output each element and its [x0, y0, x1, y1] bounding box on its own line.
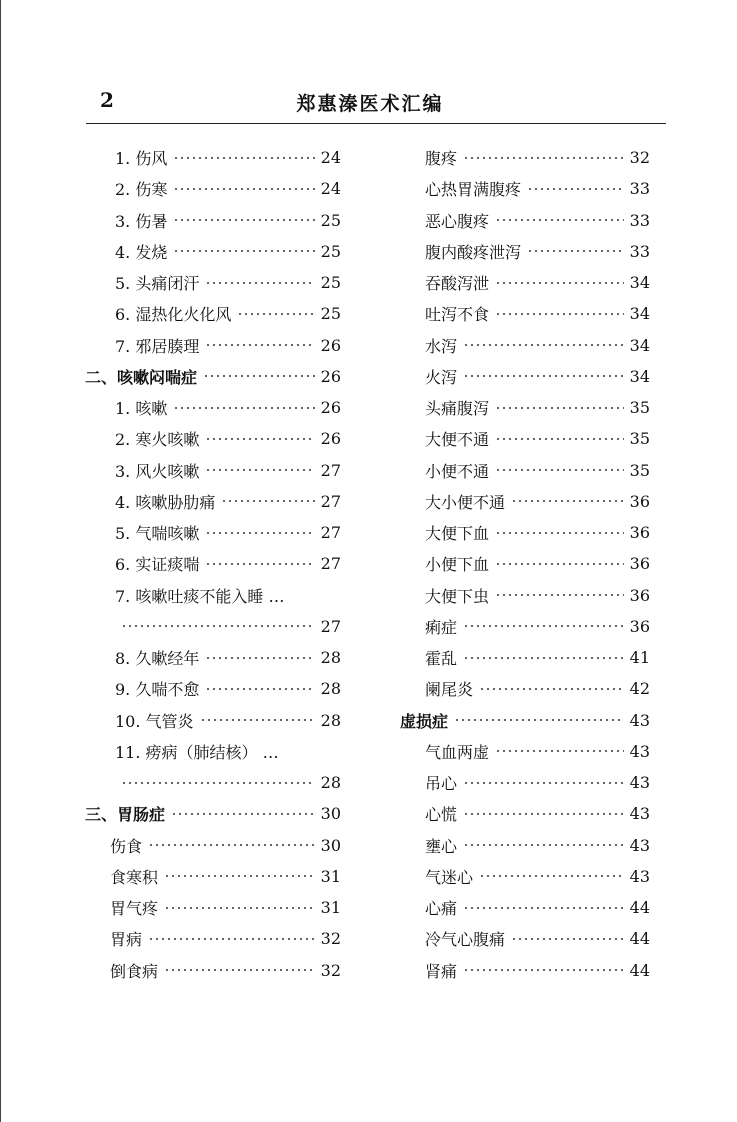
toc-entry[interactable] [85, 642, 341, 673]
dot-leader [164, 875, 315, 877]
toc-entry-page: 28 [320, 773, 341, 793]
toc-entry[interactable] [85, 517, 341, 548]
toc-entry-label: 7. 咳嗽吐痰不能入睡 … [115, 586, 285, 606]
toc-entry[interactable] [85, 267, 341, 298]
toc-entry-label: 6. 实证痰喘 [115, 555, 200, 575]
toc-entry-label: 肾痛 [425, 961, 458, 981]
toc-entry[interactable] [85, 455, 341, 486]
toc-entry[interactable] [85, 298, 341, 329]
toc-entry-label: 气血两虚 [425, 742, 490, 762]
toc-entry-label: 胃气疼 [110, 899, 159, 919]
toc-entry-page: 36 [629, 554, 650, 574]
toc-entry-label: 壅心 [425, 836, 458, 856]
dot-leader [454, 719, 624, 721]
toc-entry-label: 水泻 [425, 336, 458, 356]
toc-entry-page: 33 [629, 179, 650, 199]
toc-entry[interactable] [400, 642, 650, 673]
toc-entry[interactable] [85, 173, 341, 204]
toc-entry-label: 5. 气喘咳嗽 [115, 524, 200, 544]
toc-entry-page: 31 [320, 898, 341, 918]
toc-entry-label: 2. 伤寒 [115, 180, 168, 200]
toc-entry[interactable] [400, 861, 650, 892]
dot-leader [164, 969, 315, 971]
toc-entry[interactable] [400, 892, 650, 923]
toc-entry-label: 心慌 [425, 805, 458, 825]
toc-entry-page: 35 [629, 398, 650, 418]
toc-entry-page: 28 [320, 679, 341, 699]
dot-leader [164, 907, 315, 909]
dot-leader [173, 219, 314, 221]
dot-leader [463, 375, 624, 377]
toc-entry[interactable] [400, 955, 650, 986]
toc-entry-label: 4. 发烧 [115, 242, 168, 262]
toc-section-heading[interactable] [85, 361, 341, 392]
toc-entry-page: 33 [629, 210, 650, 230]
toc-entry[interactable] [85, 423, 341, 454]
toc-entry[interactable] [85, 548, 341, 579]
toc-entry-label: 阑尾炎 [425, 680, 474, 700]
toc-entry[interactable] [400, 423, 650, 454]
dot-leader [171, 813, 315, 815]
page-number: 2 [100, 88, 114, 112]
dot-leader [463, 969, 624, 971]
toc-entry[interactable] [85, 767, 341, 798]
toc-entry[interactable] [85, 830, 341, 861]
toc-entry-label: 8. 久嗽经年 [115, 649, 200, 669]
toc-entry-label: 吞酸泻泄 [425, 274, 490, 294]
toc-entry-page: 36 [629, 585, 650, 605]
toc-entry[interactable] [400, 173, 650, 204]
dot-leader [205, 438, 314, 440]
page-edge-line [0, 0, 1, 1122]
toc-entry-page: 42 [629, 679, 650, 699]
toc-entry-page: 32 [629, 148, 650, 168]
toc-entry[interactable] [400, 673, 650, 704]
toc-entry-page: 24 [320, 148, 341, 168]
toc-entry-label: 心痛 [425, 899, 458, 919]
dot-leader [173, 157, 314, 159]
toc-entry[interactable] [400, 205, 650, 236]
toc-entry-page: 31 [320, 866, 341, 886]
toc-entry-page: 43 [629, 741, 650, 761]
toc-entry-page: 43 [629, 835, 650, 855]
dot-leader [495, 313, 624, 315]
dot-leader [495, 438, 624, 440]
toc-entry-page: 44 [629, 929, 650, 949]
toc-entry-page: 26 [320, 429, 341, 449]
toc-entry[interactable] [400, 142, 650, 173]
dot-leader [203, 375, 315, 377]
toc-entry-label: 吊心 [425, 774, 458, 794]
dot-leader [527, 250, 624, 252]
toc-entry-label: 倒食病 [110, 961, 159, 981]
toc-entry-label: 心热胃满腹疼 [425, 180, 522, 200]
toc-entry[interactable] [400, 611, 650, 642]
running-title: 郑惠溱医术汇编 [296, 93, 444, 115]
toc-entry-label: 吐泻不食 [425, 305, 490, 325]
toc-entry[interactable] [400, 361, 650, 392]
toc-entry-page: 44 [629, 898, 650, 918]
toc-entry[interactable] [85, 673, 341, 704]
dot-leader [495, 282, 624, 284]
toc-entry-label: 食寒积 [110, 867, 159, 887]
toc-entry-label: 小便不通 [425, 461, 490, 481]
toc-entry-label: 霍乱 [425, 649, 458, 669]
toc-entry-page: 27 [320, 460, 341, 480]
toc-entry[interactable] [85, 205, 341, 236]
toc-entry-label: 7. 邪居腠理 [115, 336, 200, 356]
toc-entry-label: 1. 咳嗽 [115, 399, 168, 419]
toc-entry-label: 大便不通 [425, 430, 490, 450]
toc-entry-label: 虚损症 [400, 711, 449, 731]
toc-entry-label: 3. 风火咳嗽 [115, 461, 200, 481]
toc-entry-label: 胃病 [110, 930, 143, 950]
dot-leader [148, 938, 315, 940]
toc-entry[interactable] [400, 923, 650, 954]
dot-leader [495, 594, 624, 596]
toc-entry[interactable] [400, 798, 650, 829]
toc-entry-label: 恶心腹疼 [425, 211, 490, 231]
toc-entry-label: 9. 久喘不愈 [115, 680, 200, 700]
toc-entry-page: 36 [629, 523, 650, 543]
toc-entry[interactable] [85, 955, 341, 986]
toc-entry-label: 小便下血 [425, 555, 490, 575]
toc-entry-page: 34 [629, 273, 650, 293]
dot-leader [463, 344, 624, 346]
toc-entry-label: 腹内酸疼泄泻 [425, 242, 522, 262]
toc-entry[interactable] [85, 236, 341, 267]
dot-leader [495, 532, 624, 534]
toc-entry-page: 34 [629, 335, 650, 355]
toc-entry-label: 6. 湿热化火化风 [115, 305, 232, 325]
toc-entry[interactable] [85, 392, 341, 423]
toc-entry-page: 36 [629, 491, 650, 511]
toc-entry-page: 28 [320, 710, 341, 730]
dot-leader [527, 188, 624, 190]
dot-leader [495, 563, 624, 565]
dot-leader [479, 875, 624, 877]
toc-entry-page: 27 [320, 616, 341, 636]
header-rule [86, 123, 666, 124]
toc-entry-page: 26 [320, 335, 341, 355]
toc-entry[interactable] [400, 736, 650, 767]
dot-leader [463, 782, 624, 784]
toc-entry-page: 43 [629, 710, 650, 730]
dot-leader [173, 250, 314, 252]
toc-entry[interactable] [400, 298, 650, 329]
dot-leader [463, 157, 624, 159]
toc-entry-label: 三、胃肠症 [85, 805, 166, 825]
toc-right-column [400, 142, 650, 986]
toc-entry-page: 27 [320, 554, 341, 574]
toc-entry[interactable] [400, 580, 650, 611]
toc-entry[interactable] [85, 142, 341, 173]
toc-entry[interactable] [85, 330, 341, 361]
toc-entry[interactable] [85, 580, 341, 611]
dot-leader [205, 657, 314, 659]
toc-entry-label: 二、咳嗽闷喘症 [85, 367, 198, 387]
dot-leader [511, 500, 624, 502]
toc-entry-page: 34 [629, 366, 650, 386]
toc-entry-page: 27 [320, 491, 341, 511]
toc-entry[interactable] [400, 267, 650, 298]
toc-entry-page: 44 [629, 960, 650, 980]
toc-entry-page: 32 [320, 929, 341, 949]
dot-leader [463, 625, 624, 627]
toc-entry-page: 33 [629, 241, 650, 261]
toc-entry-page: 25 [320, 273, 341, 293]
dot-leader [205, 688, 314, 690]
toc-entry-label: 火泻 [425, 367, 458, 387]
toc-entry-label: 头痛腹泻 [425, 399, 490, 419]
toc-entry-page: 36 [629, 616, 650, 636]
dot-leader [495, 407, 624, 409]
toc-entry-page: 34 [629, 304, 650, 324]
toc-entry[interactable] [85, 861, 341, 892]
toc-entry[interactable] [85, 705, 341, 736]
dot-leader [495, 750, 624, 752]
dot-leader [121, 782, 315, 784]
toc-entry[interactable] [400, 548, 650, 579]
toc-entry-page: 35 [629, 460, 650, 480]
toc-entry[interactable] [85, 611, 341, 642]
toc-entry[interactable] [400, 330, 650, 361]
dot-leader [173, 188, 314, 190]
dot-leader [463, 813, 624, 815]
dot-leader [121, 625, 315, 627]
dot-leader [205, 469, 314, 471]
dot-leader [495, 469, 624, 471]
toc-entry-page: 30 [320, 835, 341, 855]
toc-entry-label: 痢症 [425, 617, 458, 637]
toc-entry[interactable] [85, 892, 341, 923]
dot-leader [173, 407, 314, 409]
toc-entry-page: 30 [320, 804, 341, 824]
toc-entry[interactable] [400, 486, 650, 517]
toc-entry-page: 25 [320, 304, 341, 324]
toc-entry-page: 35 [629, 429, 650, 449]
dot-leader [205, 532, 314, 534]
toc-entry-label: 大便下血 [425, 524, 490, 544]
toc-entry-page: 28 [320, 648, 341, 668]
toc-entry-page: 43 [629, 866, 650, 886]
toc-left-column [85, 142, 341, 986]
toc-entry[interactable] [85, 923, 341, 954]
dot-leader [221, 500, 314, 502]
dot-leader [205, 282, 314, 284]
toc-entry[interactable] [400, 830, 650, 861]
toc-entry-label: 大小便不通 [425, 492, 506, 512]
toc-entry-label: 冷气心腹痛 [425, 930, 506, 950]
toc-entry[interactable] [85, 736, 341, 767]
dot-leader [463, 907, 624, 909]
toc-entry-label: 伤食 [110, 836, 143, 856]
toc-entry[interactable] [400, 236, 650, 267]
dot-leader [495, 219, 624, 221]
toc-entry-label: 4. 咳嗽胁肋痛 [115, 492, 216, 512]
dot-leader [511, 938, 624, 940]
dot-leader [205, 344, 314, 346]
dot-leader [463, 844, 624, 846]
toc-entry-page: 25 [320, 241, 341, 261]
toc-entry-page: 26 [320, 398, 341, 418]
toc-entry[interactable] [85, 486, 341, 517]
toc-entry-label: 10. 气管炎 [115, 711, 194, 731]
dot-leader [205, 563, 314, 565]
toc-entry[interactable] [400, 767, 650, 798]
toc-entry-page: 43 [629, 804, 650, 824]
toc-entry-page: 27 [320, 523, 341, 543]
toc-entry-page: 25 [320, 210, 341, 230]
dot-leader [237, 313, 314, 315]
toc-entry-label: 11. 痨病（肺结核） … [115, 742, 279, 762]
dot-leader [463, 657, 624, 659]
toc-entry-label: 3. 伤暑 [115, 211, 168, 231]
toc-entry-label: 2. 寒火咳嗽 [115, 430, 200, 450]
dot-leader [200, 719, 315, 721]
toc-entry-page: 43 [629, 773, 650, 793]
dot-leader [148, 844, 315, 846]
toc-entry-page: 24 [320, 179, 341, 199]
toc-entry-label: 1. 伤风 [115, 149, 168, 169]
toc-entry-page: 26 [320, 366, 341, 386]
toc-entry[interactable] [400, 392, 650, 423]
toc-section-heading[interactable] [85, 798, 341, 829]
toc-entry-page: 32 [320, 960, 341, 980]
toc-section-heading[interactable] [400, 705, 650, 736]
dot-leader [479, 688, 624, 690]
toc-entry-label: 大便下虫 [425, 586, 490, 606]
toc-entry-label: 5. 头痛闭汗 [115, 274, 200, 294]
toc-entry-label: 腹疼 [425, 149, 458, 169]
toc-entry[interactable] [400, 517, 650, 548]
toc-entry[interactable] [400, 455, 650, 486]
toc-entry-label: 气迷心 [425, 867, 474, 887]
toc-entry-page: 41 [629, 648, 650, 668]
